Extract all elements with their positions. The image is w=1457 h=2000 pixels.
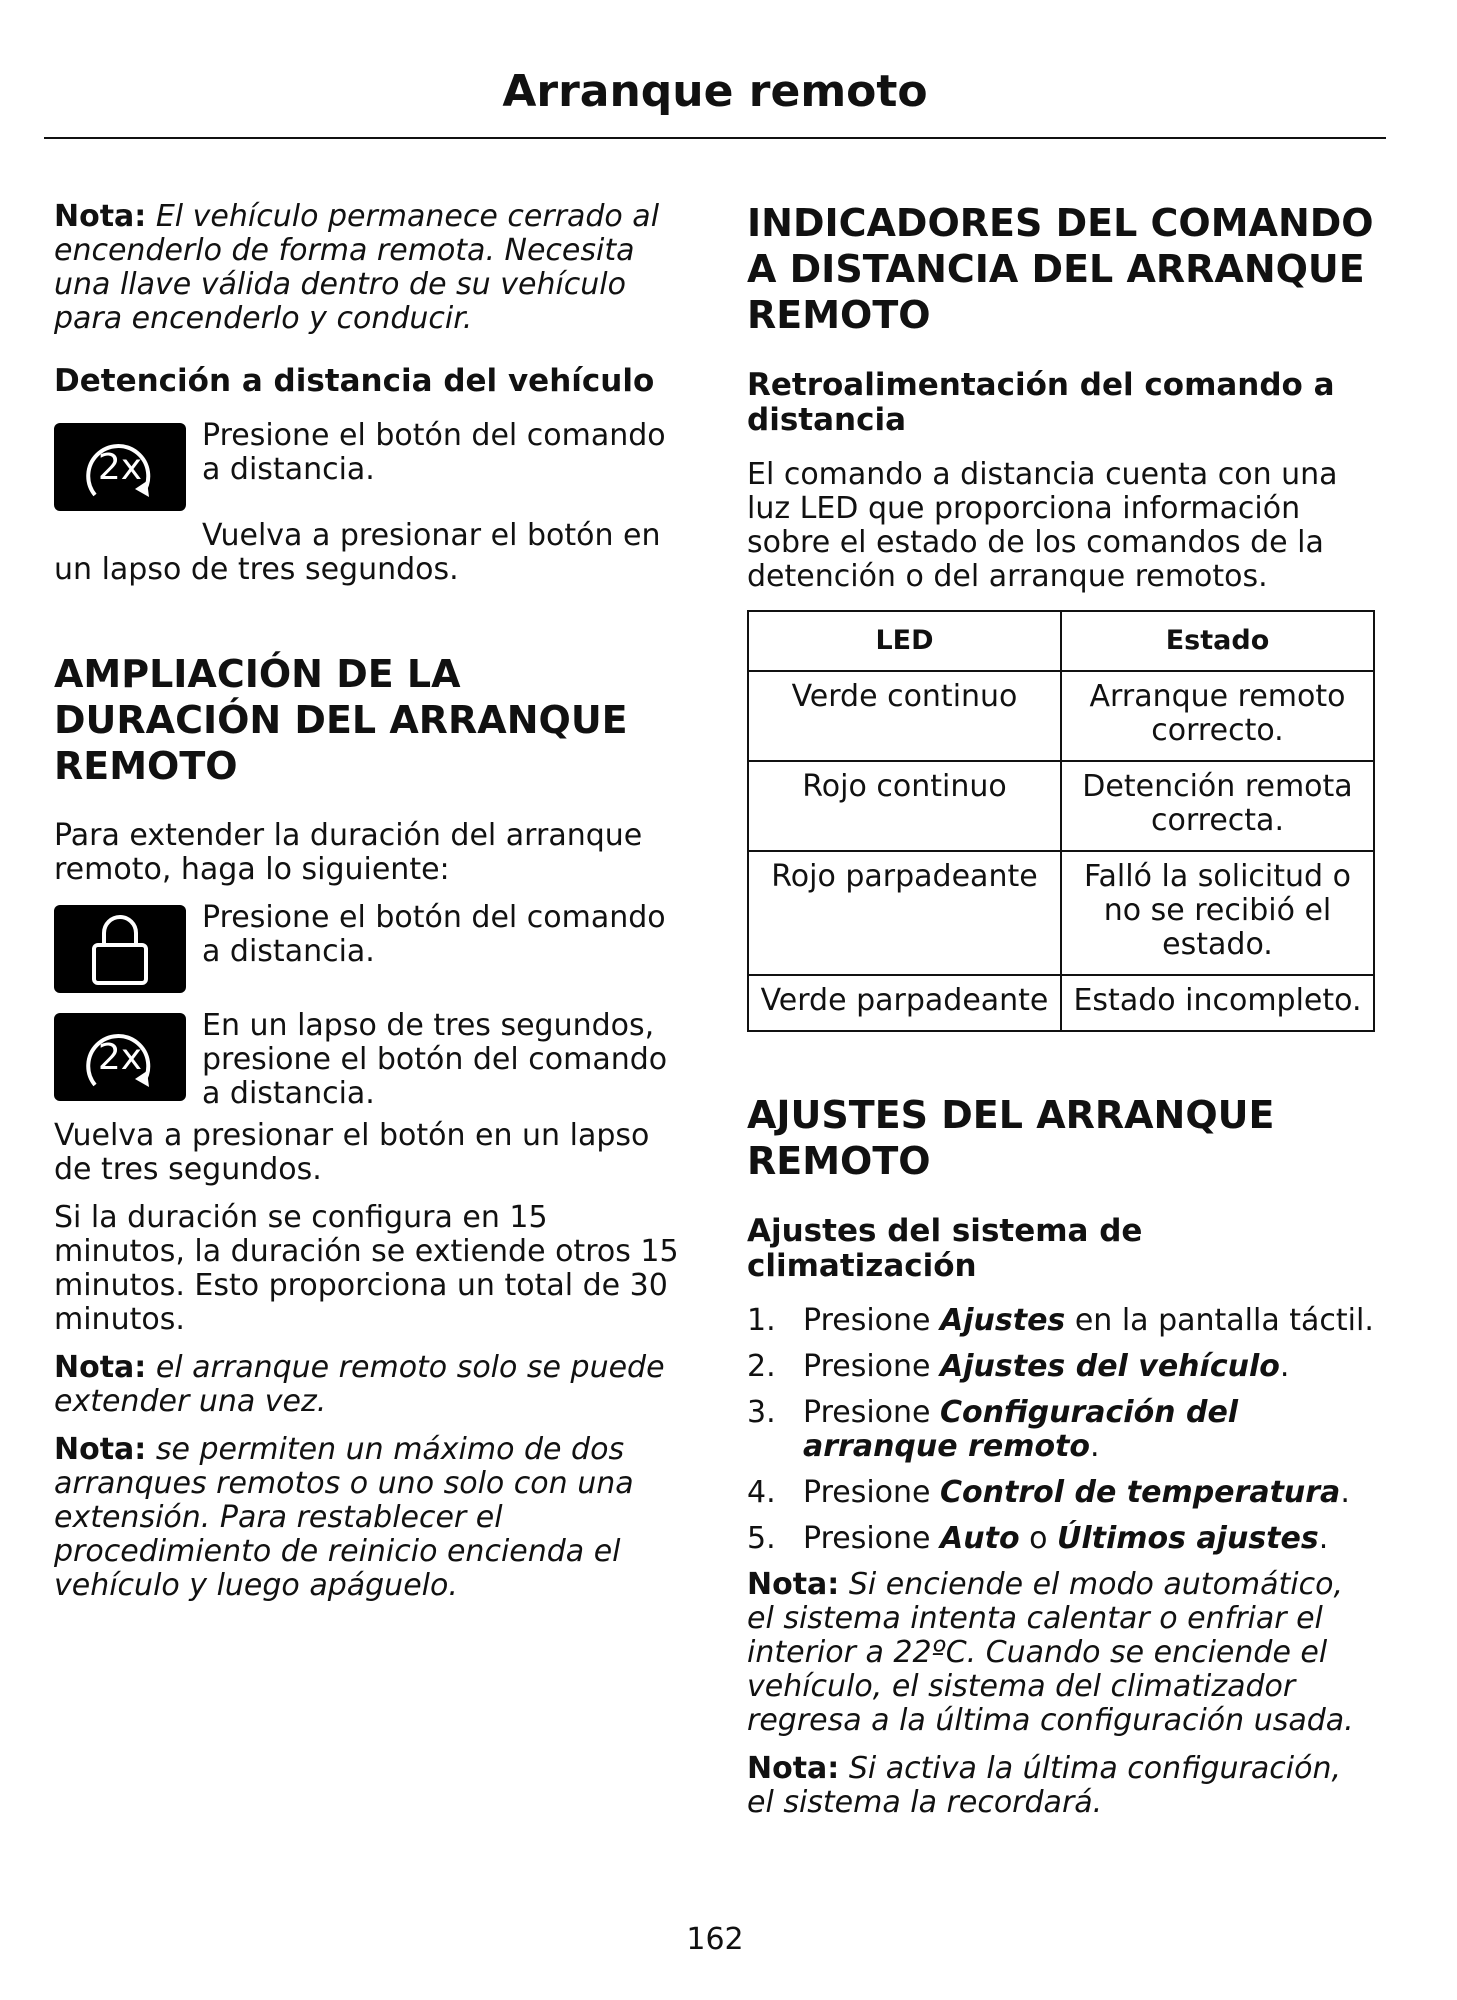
table-cell: Verde parpadeante xyxy=(748,975,1061,1031)
step-text: En un lapso de tres segundos, presione el botón del comando a distancia. xyxy=(202,1008,668,1111)
note xyxy=(54,1351,684,1419)
note-label: Nota: xyxy=(747,1567,840,1602)
subsection-heading: Retroalimentación del comando a distancia xyxy=(747,367,1335,438)
list-item xyxy=(747,1396,1377,1464)
note xyxy=(54,1433,684,1603)
step-text: Presione xyxy=(803,1521,941,1556)
header-divider xyxy=(44,137,1386,139)
note xyxy=(54,200,684,336)
svg-text:2x: 2x xyxy=(97,1037,143,1078)
menu-option: Control de temperatura xyxy=(940,1475,1341,1510)
note xyxy=(747,1568,1377,1738)
menu-option: Ajustes del vehículo xyxy=(940,1349,1280,1384)
press-twice-icon xyxy=(54,423,186,511)
lock-icon xyxy=(54,905,186,993)
left-column xyxy=(54,200,684,1617)
note-label: Nota: xyxy=(54,1432,147,1467)
table-cell: Falló la solicitud o no se recibió el estado. xyxy=(1061,851,1374,975)
table-cell: Verde continuo xyxy=(748,671,1061,761)
table-cell: Detención remota correcta. xyxy=(1061,761,1374,851)
press-twice-icon xyxy=(54,1013,186,1101)
right-column xyxy=(747,200,1377,1834)
subsection-heading: Ajustes del sistema de climatización xyxy=(747,1213,1143,1284)
step-number: 2. xyxy=(747,1349,776,1384)
step-text: . xyxy=(1090,1429,1100,1464)
list-item xyxy=(747,1476,1377,1510)
note-text: Si enciende el modo automático, el sistema intenta calentar o enfriar el interior a 22ºC. Cuando se enciende el vehículo, el sistema del climatizador regresa a la última configuración usada. xyxy=(747,1567,1354,1738)
paragraph: Si la duración se configura en 15 minutos, la duración se extiende otros 15 minutos. Esto proporciona un total de 30 minutos. xyxy=(54,1200,679,1337)
table-cell: Arranque remoto correcto. xyxy=(1061,671,1374,761)
step-text: Presione el botón del comando a distancia. xyxy=(202,418,666,487)
menu-option: Auto xyxy=(940,1521,1020,1556)
page-title: Arranque remoto xyxy=(502,66,928,117)
svg-text:2x: 2x xyxy=(97,447,143,488)
section-heading: AJUSTES DEL ARRANQUE REMOTO xyxy=(747,1093,1275,1183)
step-text: Vuelva a presionar el botón en un lapso de tres segundos. xyxy=(54,518,661,587)
menu-option: Últimos ajustes xyxy=(1057,1521,1319,1556)
column-header: Estado xyxy=(1061,611,1374,671)
table-cell: Rojo continuo xyxy=(748,761,1061,851)
led-status-table xyxy=(747,610,1375,1032)
section-heading: INDICADORES DEL COMANDO A DISTANCIA DEL ARRANQUE REMOTO xyxy=(747,201,1374,337)
paragraph: Vuelva a presionar el botón en un lapso de tres segundos. xyxy=(54,1118,650,1187)
table-row xyxy=(748,851,1374,975)
step-text: Presione xyxy=(803,1349,941,1384)
step-text: Presione el botón del comando a distancia. xyxy=(202,900,666,969)
note-label: Nota: xyxy=(54,1350,147,1385)
note-text: el arranque remoto solo se puede extender una vez. xyxy=(54,1350,665,1419)
table-row xyxy=(748,671,1374,761)
section-heading: AMPLIACIÓN DE LA DURACIÓN DEL ARRANQUE REMOTO xyxy=(54,652,628,788)
note-text: Si activa la última configuración, el sistema la recordará. xyxy=(747,1751,1342,1820)
note xyxy=(747,1752,1377,1820)
list-item xyxy=(747,1350,1377,1384)
step-text: Presione xyxy=(803,1475,941,1510)
table-cell: Estado incompleto. xyxy=(1061,975,1374,1031)
note-text: se permiten un máximo de dos arranques remotos o uno solo con una extensión. Para restablecer el procedimiento de reinicio encienda el vehículo y luego apáguelo. xyxy=(54,1432,634,1603)
menu-option: Configuración del arranque remoto xyxy=(803,1395,1239,1464)
step-text: o xyxy=(1019,1521,1057,1556)
paragraph: El comando a distancia cuenta con una luz LED que proporciona información sobre el estado de los comandos de la detención o del arranque remotos. xyxy=(747,457,1338,594)
step-number: 4. xyxy=(747,1475,776,1510)
step-number: 1. xyxy=(747,1303,776,1338)
step-number: 3. xyxy=(747,1395,776,1430)
table-header-row xyxy=(748,611,1374,671)
step-text: en la pantalla táctil. xyxy=(1065,1303,1374,1338)
step-text: . xyxy=(1318,1521,1329,1556)
note-label: Nota: xyxy=(747,1751,840,1786)
note-label: Nota: xyxy=(54,199,147,234)
menu-option: Ajustes xyxy=(940,1303,1066,1338)
table-row xyxy=(748,761,1374,851)
step-row xyxy=(54,1009,684,1111)
step-row xyxy=(54,419,684,511)
list-item xyxy=(747,1522,1377,1556)
step-text: . xyxy=(1279,1349,1290,1384)
table-row xyxy=(748,975,1374,1031)
column-header: LED xyxy=(748,611,1061,671)
step-text: Presione xyxy=(803,1303,941,1338)
step-text: Presione xyxy=(803,1395,941,1430)
section-heading: Detención a distancia del vehículo xyxy=(54,363,655,399)
steps-list xyxy=(747,1304,1377,1556)
page-number: 162 xyxy=(686,1922,744,1957)
note-text: El vehículo permanece cerrado al encenderlo de forma remota. Necesita una llave válida dentro de su vehículo para encenderlo y conducir. xyxy=(54,199,660,336)
step-row xyxy=(54,901,684,993)
table-cell: Rojo parpadeante xyxy=(748,851,1061,975)
step-text: . xyxy=(1340,1475,1350,1510)
list-item xyxy=(747,1304,1377,1338)
step-number: 5. xyxy=(747,1521,776,1556)
paragraph: Para extender la duración del arranque remoto, haga lo siguiente: xyxy=(54,818,643,887)
